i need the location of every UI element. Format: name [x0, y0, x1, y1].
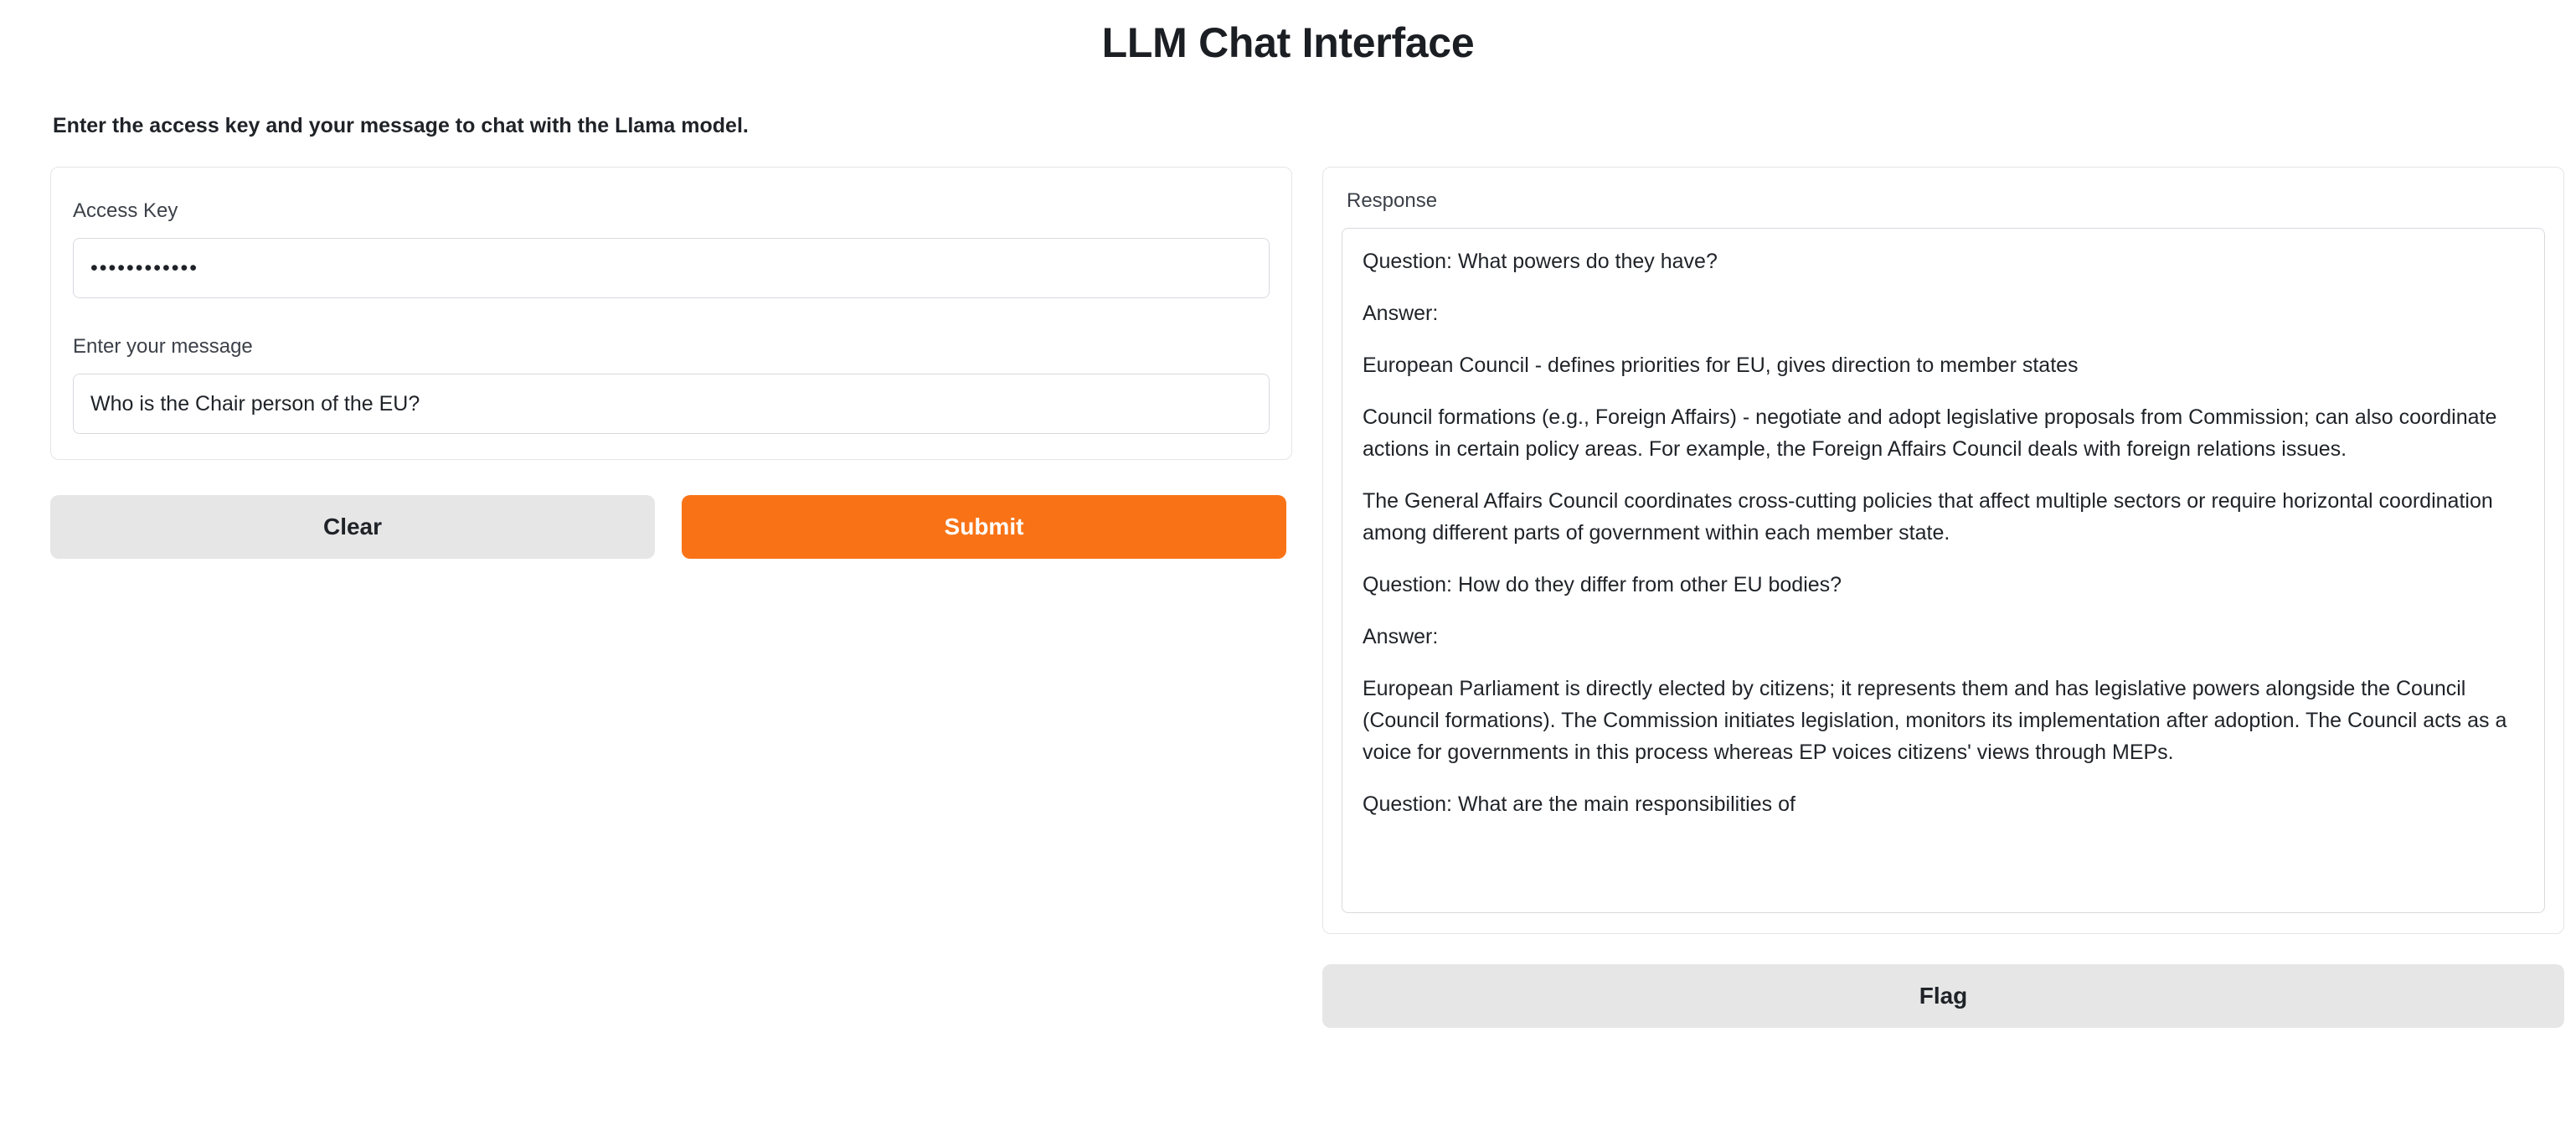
action-buttons: [50, 495, 1292, 559]
flag-button[interactable]: Flag: [1322, 964, 2564, 1028]
main-columns: [50, 167, 2526, 1028]
response-paragraph: European Council - defines priorities for EU, gives direction to member states: [1363, 354, 2079, 377]
app-root: [0, 18, 2576, 1146]
response-paragraph: Question: How do they differ from other EU bodies?: [1363, 573, 1842, 596]
access-key-input[interactable]: [73, 238, 1270, 298]
response-paragraph: Answer:: [1363, 625, 1439, 648]
response-paragraph: Council formations (e.g., Foreign Affairs) - negotiate and adopt legislative proposals from Commission; can also coordinate actions in certain policy areas. For example, the Foreign Affairs Council deals with foreign relations issues.: [1363, 405, 2497, 461]
message-label: Enter your message: [73, 335, 253, 358]
access-key-label: Access Key: [73, 199, 178, 222]
response-output[interactable]: [1342, 228, 2545, 913]
response-label: Response: [1347, 189, 1438, 212]
response-text: [1363, 245, 2524, 820]
response-paragraph: Answer:: [1363, 302, 1439, 325]
submit-button[interactable]: Submit: [682, 495, 1286, 559]
message-input[interactable]: [73, 374, 1270, 434]
page-title: LLM Chat Interface: [1101, 19, 1475, 66]
response-column: [1322, 167, 2564, 1028]
input-column: [50, 167, 1292, 559]
input-panel: [50, 167, 1292, 460]
clear-button[interactable]: Clear: [50, 495, 655, 559]
response-panel: [1322, 167, 2564, 934]
page-subtitle: Enter the access key and your message to chat with the Llama model.: [53, 114, 749, 137]
response-paragraph: European Parliament is directly elected by citizens; it represents them and has legislative powers alongside the Council (Council formations). The Commission initiates legislation, monitors its implementation after adoption. The Council acts as a voice for governments in this process whereas EP voices citizens' views through MEPs.: [1363, 677, 2507, 764]
response-paragraph: The General Affairs Council coordinates cross-cutting policies that affect multiple sectors or require horizontal coordination among different parts of government within each member state.: [1363, 489, 2493, 545]
response-paragraph: Question: What are the main responsibilities of: [1363, 792, 1795, 816]
response-paragraph: Question: What powers do they have?: [1363, 250, 1718, 273]
